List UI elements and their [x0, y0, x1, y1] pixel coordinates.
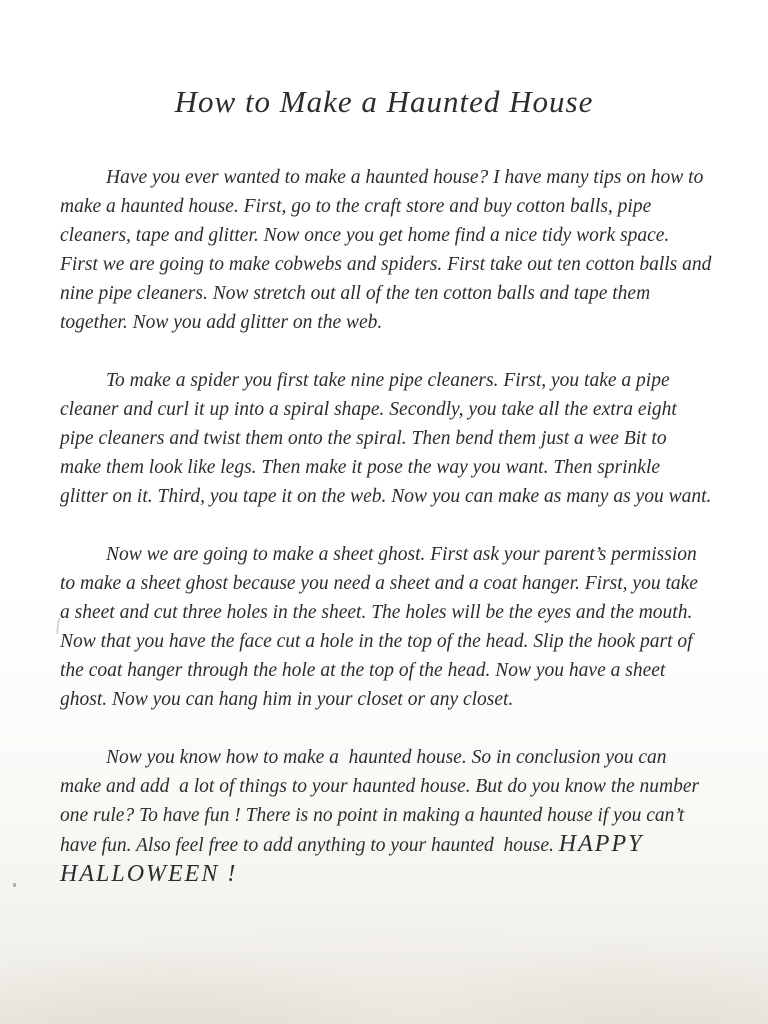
paragraph-sheet-ghost [60, 540, 712, 714]
paragraph-text: To make a spider you first take nine pipe cleaners. First, you take a pipe cleaner and curl it up into a spiral shape. Secondly, you take all the extra eight pipe cleaners and twist them onto the spiral. Then bend them just a wee Bit to make them look like legs. Then make it pose the way you want. Then sprinkle glitter on it. Third, you tape it on the web. Now you can make as many as you want. [60, 370, 712, 507]
page-title: How to Make a Haunted House [174, 84, 594, 119]
essay-body [60, 163, 717, 890]
paragraph-text: Now we are going to make a sheet ghost. First ask your parent’s permission to make a sheet ghost because you need a sheet and a coat hanger. First, you take a sheet and cut three holes in the sheet. The holes will be the eyes and the mouth. Now that you have the face cut a hole in the top of the head. Slip the hook part of the coat hanger through the hole at the top of the head. Now you have a sheet ghost. Now you can hang him in your closet or any closet. [60, 544, 703, 710]
paragraph-text: Now you know how to make a haunted house. So in conclusion you can make and add a lot of things to your haunted house. But do you know the number one rule? To have fun ! There is no point in making a haunted house if you can’t have fun. Also feel free to add anything to your haunted house. [60, 747, 704, 856]
paper-speck [13, 883, 16, 887]
paragraph-text: Have you ever wanted to make a haunted house? I have many tips on how to make a haunted house. First, go to the craft store and buy cotton balls, pipe cleaners, tape and glitter. Now once you get home find a nice tidy work space. First we are going to make cobwebs and spiders. First take out ten cotton balls and nine pipe cleaners. Now stretch out all of the ten cotton balls and tape them together. Now you add glitter on the web. [60, 167, 717, 333]
happy-halloween-text: HAPPY HALLOWEEN ! [60, 831, 644, 887]
paragraph-conclusion [60, 743, 712, 890]
paragraph-spider [60, 366, 712, 511]
paragraph-intro [60, 163, 717, 337]
